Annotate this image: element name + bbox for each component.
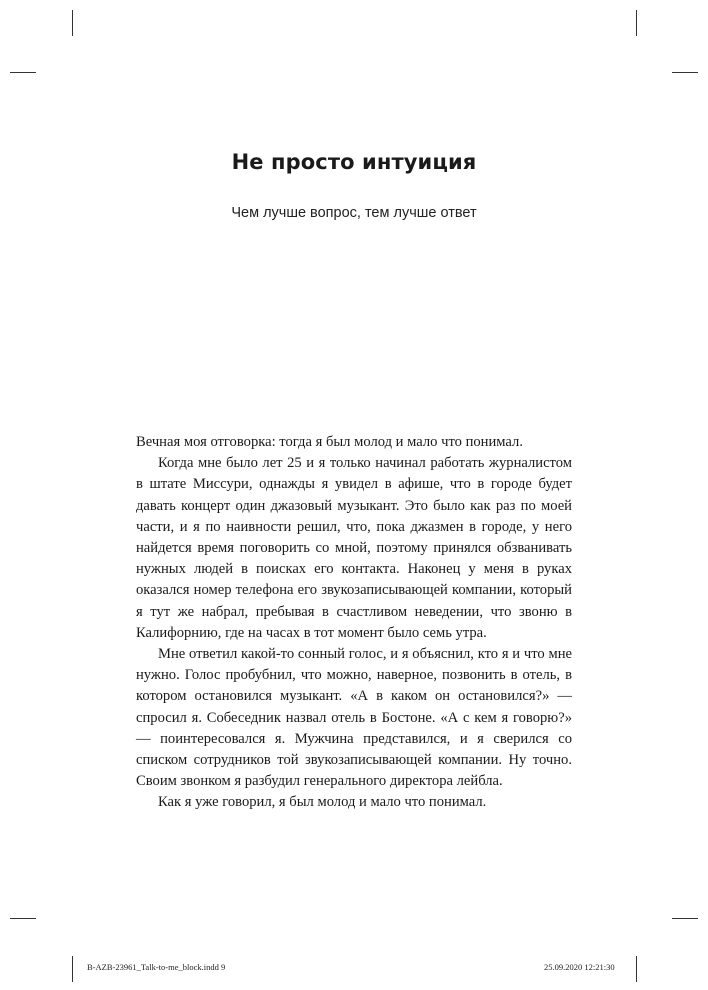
chapter-title: Не просто интуиция (231, 150, 477, 174)
crop-mark-top-right (636, 10, 637, 36)
crop-mark-bottom-right (636, 956, 637, 982)
paragraph: Как я уже говорил, я был молод и мало что понимал. (158, 794, 487, 811)
footer-datetime: 25.09.2020 12:21:30 (544, 962, 615, 972)
crop-mark-top-left (72, 10, 73, 36)
crop-mark-left-bottom (10, 918, 36, 919)
crop-mark-right-top (672, 72, 698, 73)
paragraph: Мне ответил какой-то сонный голос, и я объяснил, кто я и что мне нужно. Голос пробубнил, что можно, наверное, позвонить в отель, в котором остановился музыкант. «А в каком он остановился?» — спросил я. Собеседник назвал отель в Бостоне. «А с кем я говорю?» — поинтересовался я. Мужчина представился, и я сверился со списком сотрудников той звукозаписывающей компании. Ну точно. Своим звонком я разбудил генерального директора лейбла. (136, 646, 572, 790)
body-text (136, 432, 572, 814)
footer-file-name: B-AZB-23961_Talk-to-me_block.indd 9 (87, 962, 226, 972)
paragraph: Когда мне было лет 25 и я только начинал работать журналистом в штате Миссури, однажды я увидел в афише, что в городе будет давать концерт один джазовый музыкант. Это было как раз по моей части, и я по наивности решил, что, пока джазмен в городе, у него найдется время поговорить со мной, поэтому принялся обзванивать нужных людей в поисках его контакта. Наконец у меня в руках оказался номер телефона его звукозаписывающей компании, который я тут же набрал, пребывая в счастливом неведении, что звоню в Калифорнию, где на часах в тот момент было семь утра. (136, 455, 572, 641)
paragraph: Вечная моя отговорка: тогда я был молод и мало что понимал. (136, 434, 523, 450)
chapter-subtitle: Чем лучше вопрос, тем лучше ответ (231, 205, 477, 221)
crop-mark-right-bottom (672, 918, 698, 919)
crop-mark-bottom-left (72, 956, 73, 982)
crop-mark-left-top (10, 72, 36, 73)
